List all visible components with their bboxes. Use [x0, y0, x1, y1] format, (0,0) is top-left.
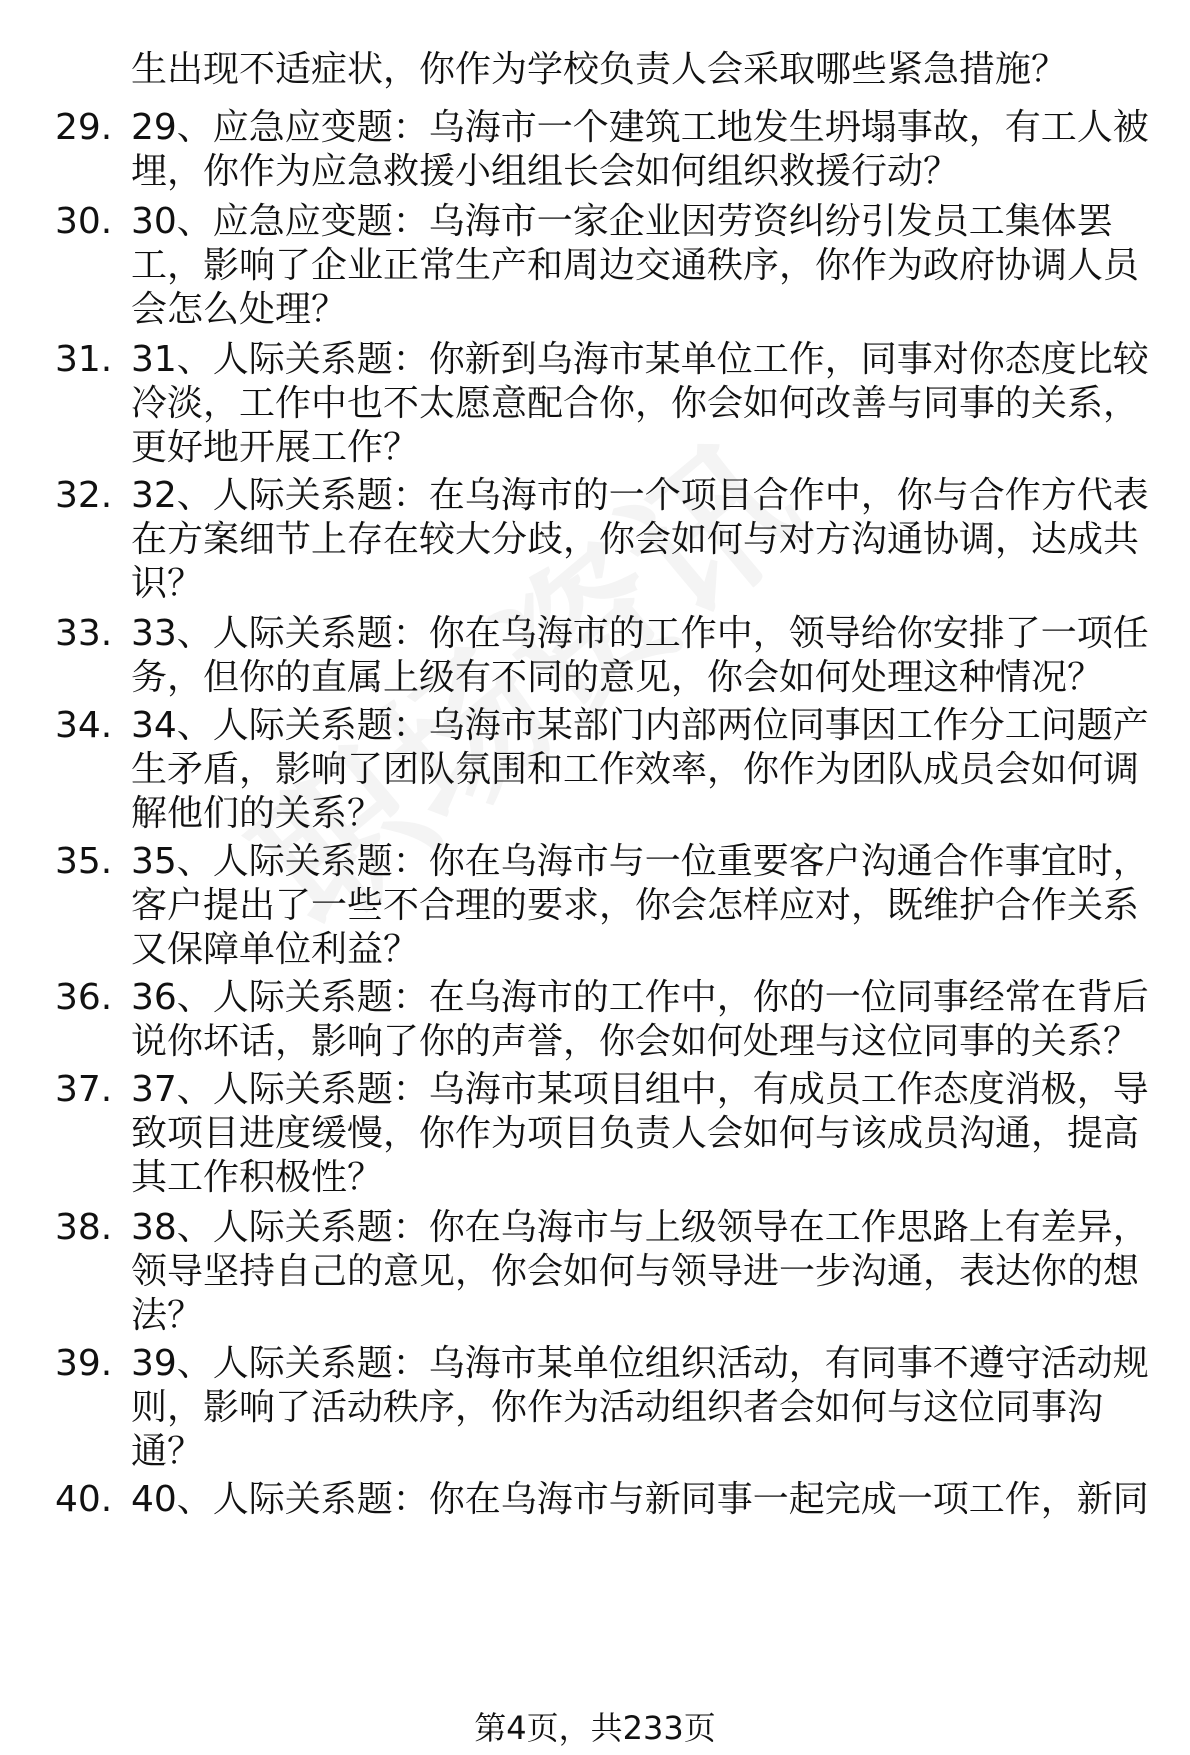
- item-number: 36.: [55, 977, 113, 1018]
- item-text: 40、人际关系题：你在乌海市与新同事一起完成一项工作，新同: [131, 1479, 1149, 1520]
- continued-question-text: 生出现不适症状，你作为学校负责人会采取哪些紧急措施？: [131, 49, 1068, 90]
- item-text: 33、人际关系题：你在乌海市的工作中，领导给你安排了一项任务，但你的直属上级有不同的意见，你会如何处理这种情况？: [131, 613, 1149, 698]
- item-number: 38.: [55, 1207, 113, 1248]
- item-number: 37.: [55, 1069, 113, 1110]
- item-number: 40.: [55, 1479, 113, 1520]
- item-number: 32.: [55, 475, 113, 516]
- item-text: 38、人际关系题：你在乌海市与上级领导在工作思路上有差异，领导坚持自己的意见，你会如何与领导进一步沟通，表达你的想法？: [131, 1207, 1149, 1336]
- item-text: 34、人际关系题：乌海市某部门内部两位同事因工作分工问题产生矛盾，影响了团队氛围和工作效率，你作为团队成员会如何调解他们的关系？: [131, 705, 1149, 834]
- item-text: 35、人际关系题：你在乌海市与一位重要客户沟通合作事宜时，客户提出了一些不合理的要求，你会怎样应对，既维护合作关系又保障单位利益？: [131, 841, 1149, 970]
- item-text: 30、应急应变题：乌海市一家企业因劳资纠纷引发员工集体罢工，影响了企业正常生产和周边交通秩序，你作为政府协调人员会怎么处理？: [131, 201, 1140, 330]
- item-text: 37、人际关系题：乌海市某项目组中，有成员工作态度消极，导致项目进度缓慢，你作为项目负责人会如何与该成员沟通，提高其工作积极性？: [131, 1069, 1149, 1198]
- page-number-footer: 第4页，共233页: [474, 1709, 716, 1747]
- item-text: 32、人际关系题：在乌海市的一个项目合作中，你与合作方代表在方案细节上存在较大分歧，你会如何与对方沟通协调，达成共识？: [131, 475, 1149, 604]
- item-number: 39.: [55, 1343, 113, 1384]
- item-number: 31.: [55, 339, 113, 380]
- item-number: 33.: [55, 613, 113, 654]
- item-number: 34.: [55, 705, 113, 746]
- item-number: 35.: [55, 841, 113, 882]
- item-number: 30.: [55, 201, 113, 242]
- item-number: 29.: [55, 107, 113, 148]
- item-text: 36、人际关系题：在乌海市的工作中，你的一位同事经常在背后说你坏话，影响了你的声誉，你会如何处理与这位同事的关系？: [131, 977, 1149, 1062]
- item-text: 31、人际关系题：你新到乌海市某单位工作，同事对你态度比较冷淡，工作中也不太愿意配合你，你会如何改善与同事的关系，更好地开展工作？: [131, 339, 1149, 468]
- item-text: 29、应急应变题：乌海市一个建筑工地发生坍塌事故，有工人被埋，你作为应急救援小组组长会如何组织救援行动？: [131, 107, 1149, 192]
- item-text: 39、人际关系题：乌海市某单位组织活动，有同事不遵守活动规则，影响了活动秩序，你作为活动组织者会如何与这位同事沟通？: [131, 1343, 1149, 1472]
